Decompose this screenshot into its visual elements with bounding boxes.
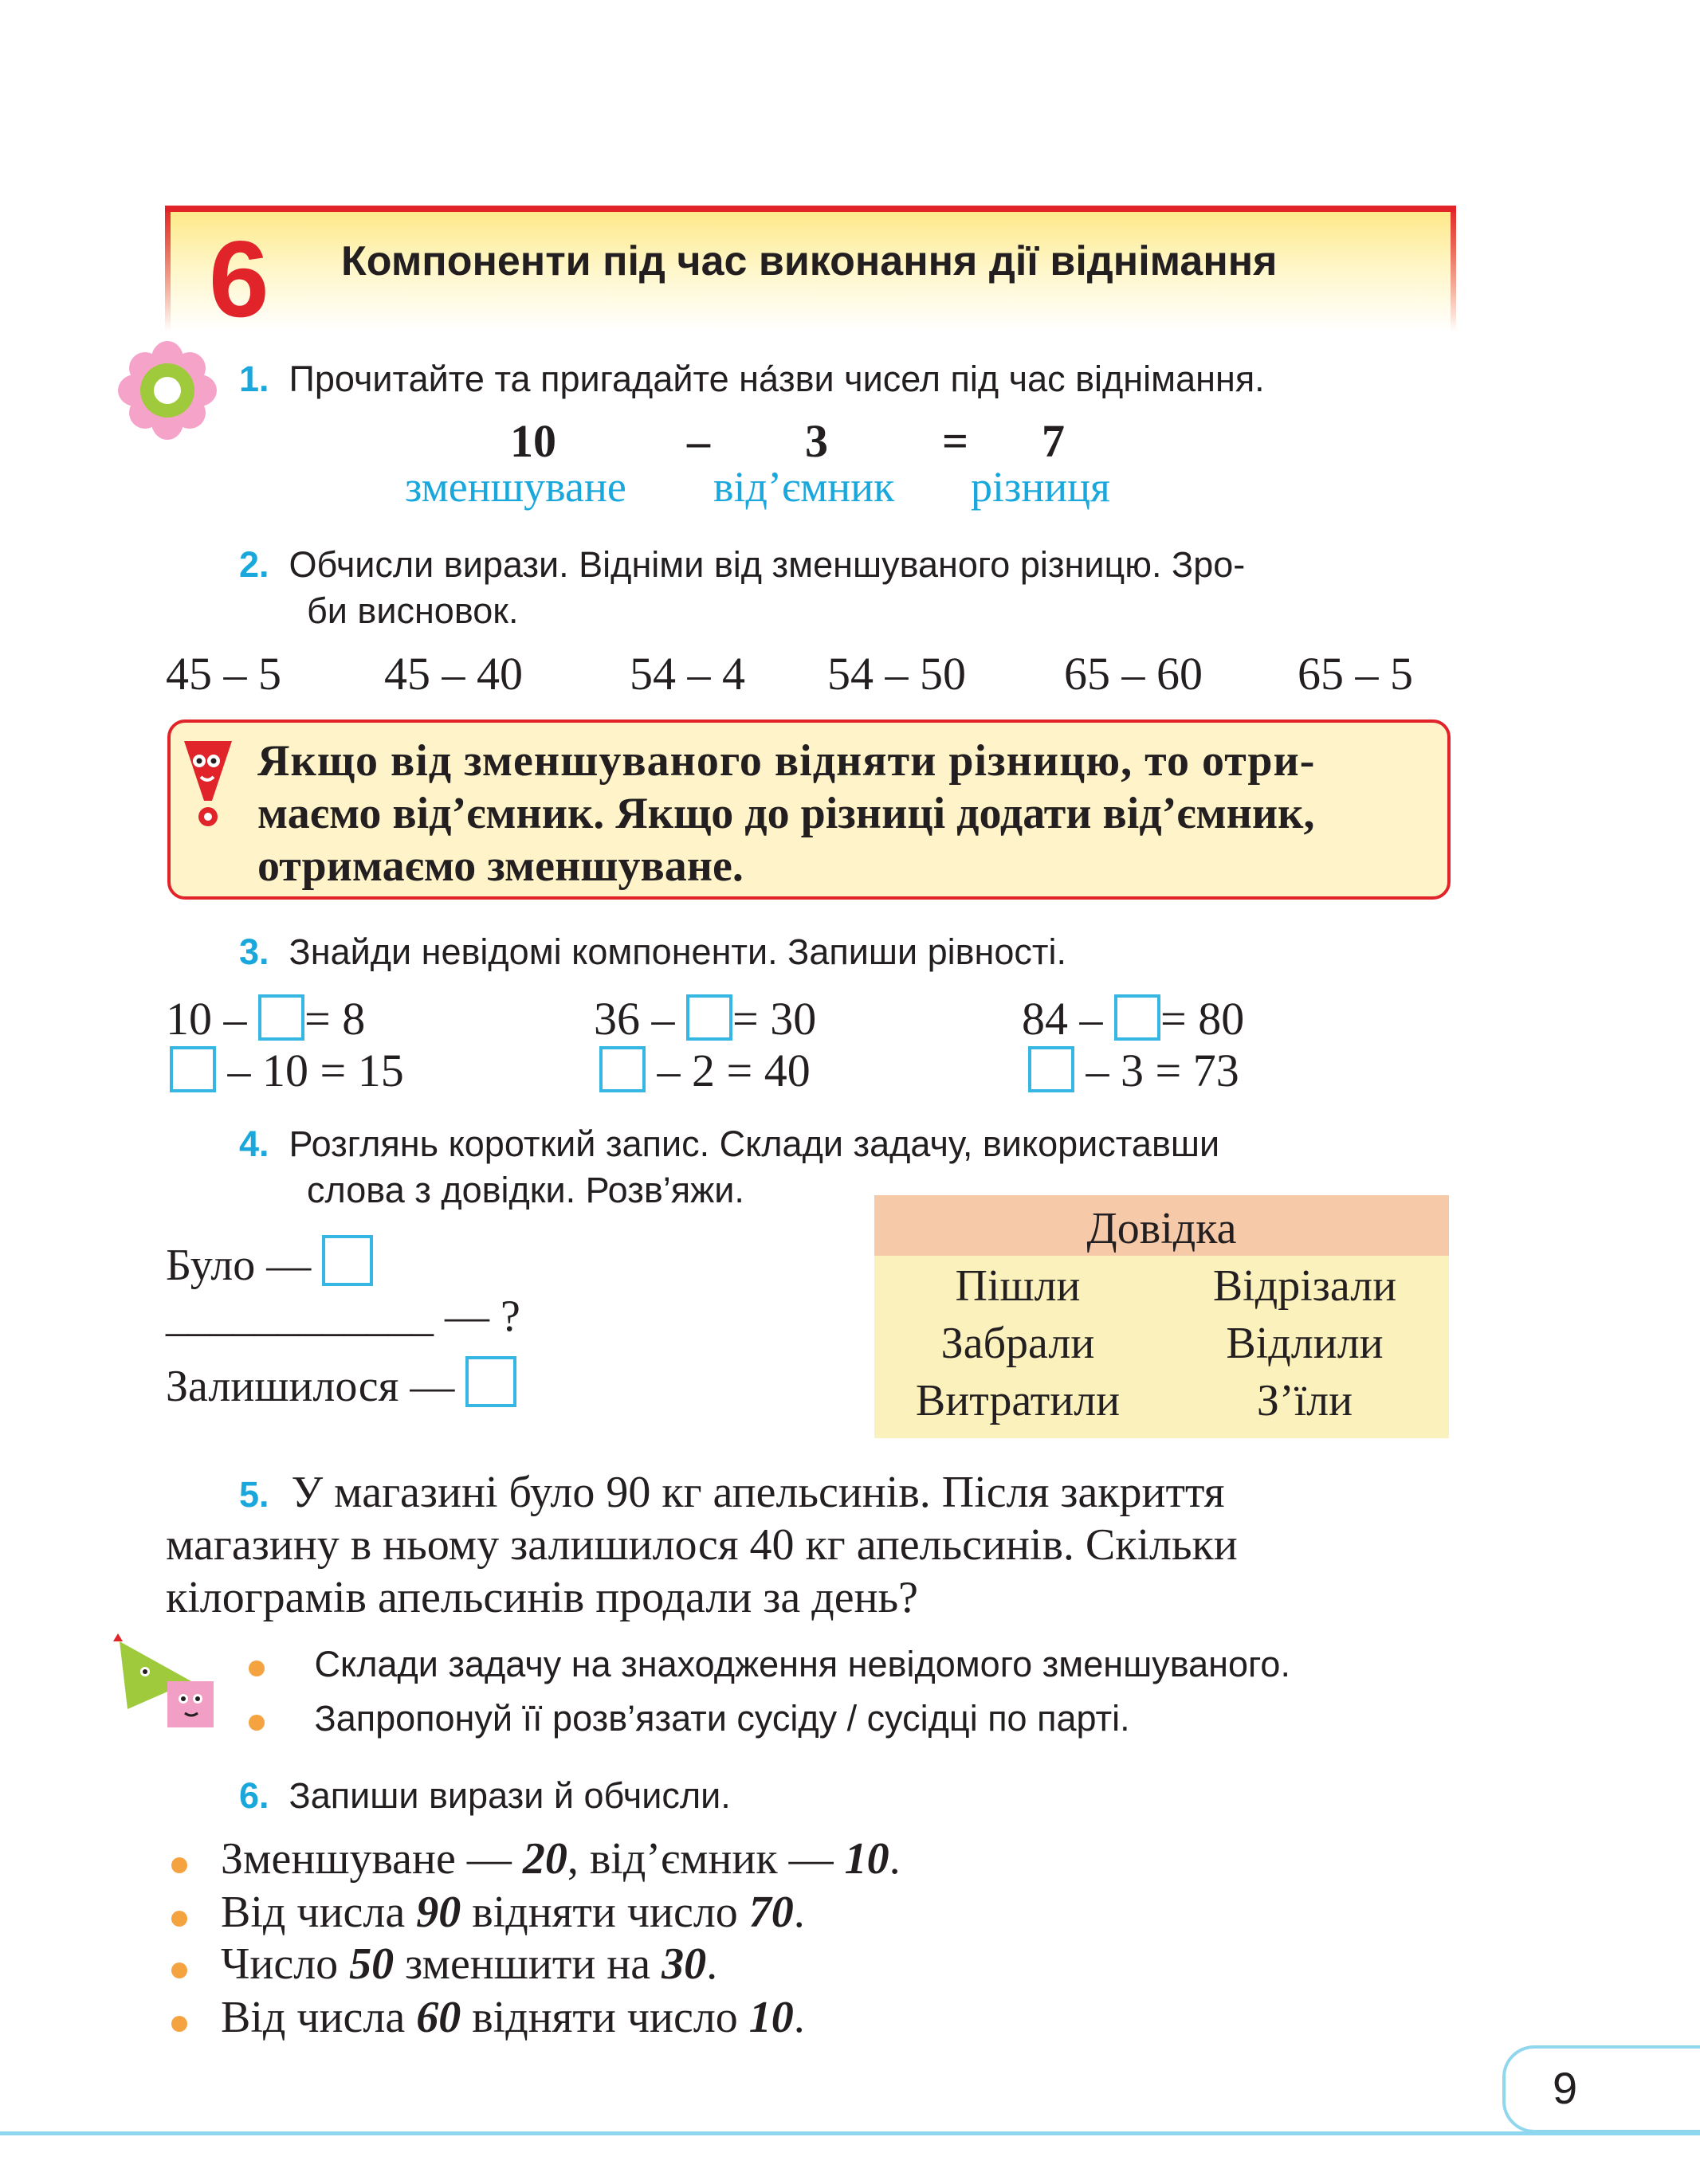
bullet-icon [171,1962,187,1978]
task-6 [239,1773,731,1819]
blank-line: ____________ [166,1292,434,1341]
item-text: зменшити на [394,1939,662,1989]
item-number: 60 [416,1993,461,2042]
item-text: Зменшуване — [221,1834,523,1884]
equation-part: 10 – [166,993,247,1045]
expression: 65 – 60 [1064,648,1203,700]
task-6-item [171,1833,901,1885]
reference-word: Відрізали [1212,1261,1397,1311]
item-number: 10 [748,1993,794,2042]
item-number: 90 [416,1888,461,1937]
pair-work-item [249,1641,1290,1688]
equation-part: 36 – [594,993,675,1045]
label-difference: різниця [971,463,1110,511]
equation-row [1028,1044,1239,1097]
reference-word: З’їли [1256,1376,1353,1425]
answer-box[interactable] [258,994,304,1041]
answer-box[interactable] [322,1235,373,1286]
task-6-item [171,1991,805,2044]
equation-row [594,992,816,1045]
equation-row [170,1044,404,1097]
task-5 [239,1466,1224,1521]
equation-part: = 30 [732,993,817,1045]
bullet-icon [171,1911,187,1927]
item-text: . [793,1888,805,1937]
lesson-number: 6 [209,218,269,339]
task-4-number: 4. [239,1123,269,1164]
equation-part: – 3 = 73 [1086,1045,1239,1096]
answer-box[interactable] [170,1046,216,1092]
task-4-line1: Розглянь короткий запис. Склади задачу, використавши [289,1123,1220,1164]
short-record-label: Залишилося — [166,1362,455,1411]
equation-part: – 10 = 15 [227,1045,404,1096]
expression: 54 – 50 [827,648,966,700]
rule-line1: Якщо від зменшуваного відняти різницю, то отри- [257,736,1316,786]
task-5-line3: кілограмів апельсинів продали за день? [166,1573,918,1622]
item-text: Від числа [221,1993,417,2042]
task-2 [239,542,1245,588]
exclamation-icon [180,737,236,837]
task-1-number: 1. [239,359,269,399]
task-5-line2: магазину в ньому залишилося 40 кг апельсинів. Скільки [166,1520,1238,1570]
task-4-line2: слова з довідки. Розв’яжи. [307,1170,744,1210]
item-number: 10 [844,1834,889,1884]
item-text: . [706,1939,718,1989]
equation-row [1022,992,1244,1045]
short-record-question [166,1291,520,1342]
rule-line2: маємо від’ємник. Якщо до різниці додати від’ємник, [257,789,1315,838]
label-subtrahend: від’ємник [713,463,895,511]
item-number: 70 [748,1888,794,1937]
task-3-number: 3. [239,931,269,972]
task-3-text: Знайди невідомі компоненти. Запиши рівності. [289,931,1067,972]
item-number: 30 [662,1939,707,1989]
pair-work-text: Запропонуй її розв’язати сусіду / сусідці по парті. [314,1698,1130,1739]
expression: 45 – 5 [166,648,281,700]
expression: 65 – 5 [1298,648,1413,700]
task-2-line1: Обчисли вирази. Відніми від зменшуваного різницю. Зро- [289,544,1246,585]
header-right-edge [1451,206,1456,331]
expression: 54 – 4 [630,648,745,700]
bullet-icon [171,1857,187,1873]
item-text: Число [221,1939,350,1989]
equation-subtrahend: 3 [805,415,828,467]
answer-box[interactable] [686,994,732,1041]
task-2-number: 2. [239,544,269,585]
task-5-number: 5. [239,1474,269,1515]
short-record-left [166,1356,516,1412]
task-1-text: Прочитайте та пригадайте на́зви чисел під час віднімання. [289,359,1265,399]
lesson-title: Компоненти під час виконання дії віднімання [341,238,1278,284]
bullet-icon [171,2016,187,2032]
item-text: . [889,1834,901,1884]
page-footer-line [0,2131,1700,2135]
answer-box[interactable] [465,1356,516,1407]
answer-box[interactable] [599,1046,646,1092]
pair-work-text: Склади задачу на знаходження невідомого зменшуваного. [314,1644,1290,1684]
short-record-label: Було — [166,1241,312,1290]
answer-box[interactable] [1114,994,1160,1041]
task-3 [239,929,1066,975]
expression: 45 – 40 [384,648,523,700]
item-text: . [793,1993,805,2042]
reference-word: Пішли [955,1261,1081,1311]
equation-row [599,1044,811,1097]
equation-part: 84 – [1022,993,1103,1045]
item-text: відняти число [461,1993,749,2042]
page-number-tab [1502,2045,1700,2133]
task-4 [239,1121,1219,1167]
task-6-item [171,1938,717,1990]
short-record-was [166,1235,373,1291]
reference-word: Відлили [1226,1319,1384,1368]
item-number: 50 [349,1939,395,1989]
item-text: , від’ємник — [567,1834,845,1884]
task-5-line1: У магазині було 90 кг апельсинів. Після закриття [291,1468,1225,1517]
task-2-line2: би висновок. [307,590,519,631]
equation-minus: – [687,415,710,467]
equation-part: – 2 = 40 [657,1045,811,1096]
rule-line3: отримаємо зменшуване. [257,841,744,891]
equation-difference: 7 [1042,415,1065,467]
reference-word: Забрали [940,1319,1095,1368]
item-text: Від числа [221,1888,417,1937]
flower-icon [118,341,218,445]
header-left-edge [165,206,171,331]
task-6-text: Запиши вирази й обчисли. [289,1775,731,1816]
short-record-label: — ? [445,1292,520,1341]
answer-box[interactable] [1028,1046,1074,1092]
task-6-item [171,1886,805,1939]
equation-row [166,992,365,1045]
bullet-icon [249,1715,265,1731]
bullet-icon [249,1661,265,1676]
item-text: відняти число [461,1888,749,1937]
reference-title: Довідка [1086,1204,1237,1253]
pair-work-item [249,1696,1130,1742]
reference-word: Витратили [915,1376,1121,1425]
item-number: 20 [522,1834,567,1884]
equation-part: = 8 [304,993,366,1045]
equation-minuend: 10 [510,415,556,467]
equation-part: = 80 [1160,993,1245,1045]
label-minuend: зменшуване [405,463,626,511]
task-6-number: 6. [239,1775,269,1816]
pair-work-icon [112,1633,219,1737]
equation-equals: = [942,415,969,467]
task-1 [239,356,1265,402]
page-number: 9 [1553,2063,1578,2113]
